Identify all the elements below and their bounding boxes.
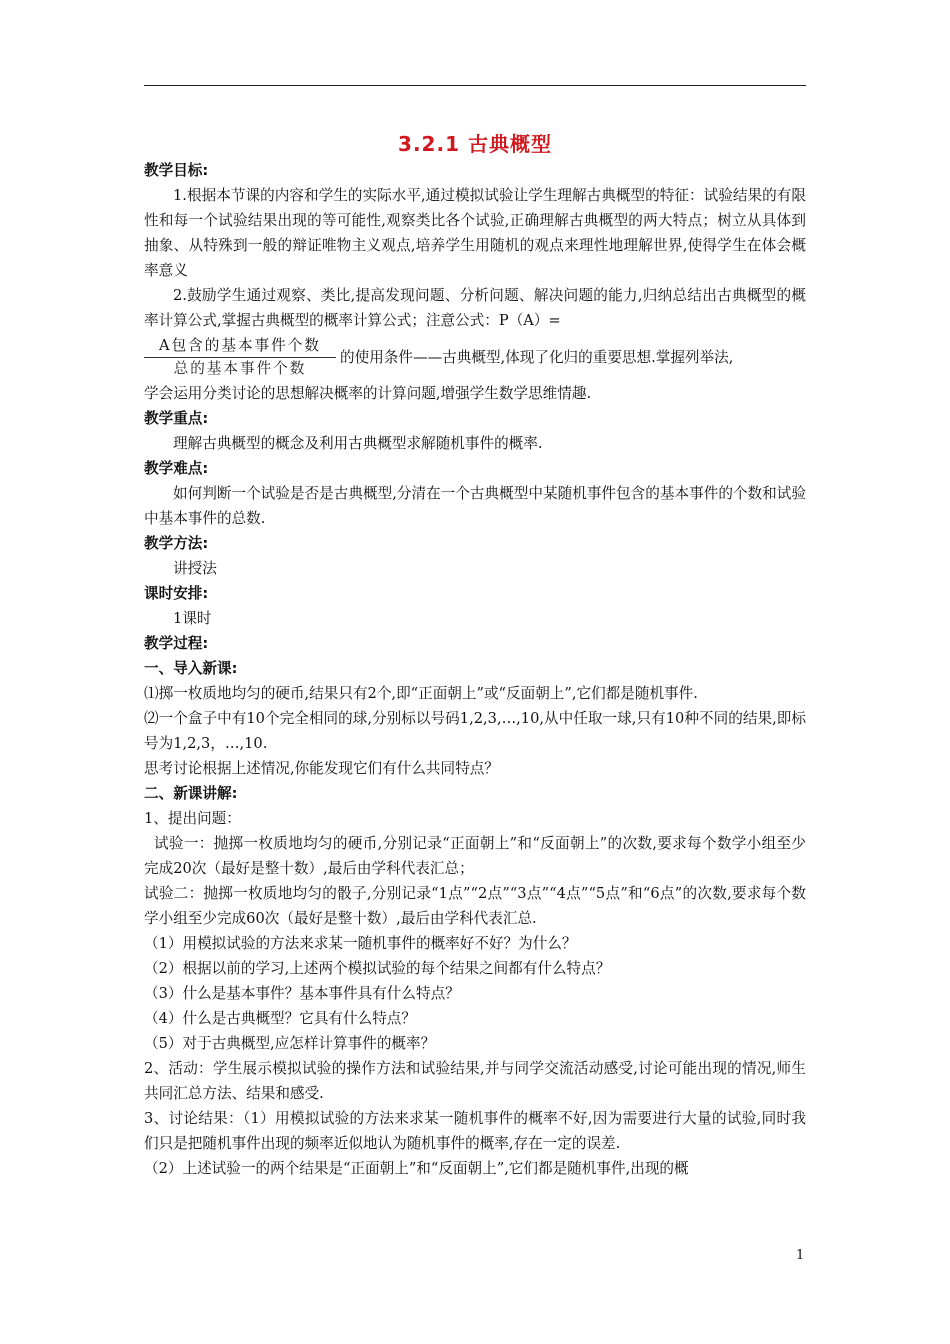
question-1: （1）用模拟试验的方法来求某一随机事件的概率好不好？为什么？ bbox=[144, 935, 577, 952]
intro-item-1: ⑴掷一枚质地均匀的硬币,结果只有2个,即“正面朝上”或“反面朝上”,它们都是随机事件. bbox=[144, 685, 698, 702]
goal-2-end: 学会运用分类讨论的思想解决概率的计算问题,增强学生数学思维情趣. bbox=[144, 385, 592, 402]
method-text: 讲授法 bbox=[173, 560, 217, 577]
probability-fraction bbox=[144, 335, 336, 380]
step-3: 3、讨论结果：（1）用模拟试验的方法来求某一随机事件的概率不好,因为需要进行大量的试验,同时我们只是把随机事件出现的频率近似地认为随机事件的概率,存在一定的误差. bbox=[144, 1110, 806, 1152]
page-number: 1 bbox=[796, 1248, 805, 1263]
goals-heading: 教学目标: bbox=[144, 162, 209, 179]
time-heading: 课时安排: bbox=[144, 585, 209, 602]
fraction-numerator: A包含的基本事件个数 bbox=[144, 335, 336, 358]
formula-line bbox=[144, 333, 806, 381]
method-heading: 教学方法: bbox=[144, 535, 209, 552]
key-heading: 教学重点: bbox=[144, 410, 209, 427]
experiment-1: 试验一：抛掷一枚质地均匀的硬币,分别记录“正面朝上”和“反面朝上”的次数,要求每个数学小组至少完成20次（最好是整十数）,最后由学科代表汇总； bbox=[144, 835, 806, 877]
goal-1: 1.根据本节课的内容和学生的实际水平,通过模拟试验让学生理解古典概型的特征：试验结果的有限性和每一个试验结果出现的等可能性,观察类比各个试验,正确理解古典概型的两大特点；树立从具体到抽象、从特殊到一般的辩证唯物主义观点,培养学生用随机的观点来理性地理解世界,使得学生在体会概率意义 bbox=[144, 187, 806, 279]
experiment-2: 试验二：抛掷一枚质地均匀的骰子,分别记录“1点”“2点”“3点”“4点”“5点”和“6点”的次数,要求每个数学小组至少完成60次（最好是整十数）,最后由学科代表汇总. bbox=[144, 885, 806, 927]
document-body bbox=[144, 158, 806, 1181]
goal-2-mid: 的使用条件——古典概型,体现了化归的重要思想.掌握列举法, bbox=[340, 349, 734, 366]
difficulty-text: 如何判断一个试验是否是古典概型,分清在一个古典概型中某随机事件包含的基本事件的个数和试验中基本事件的总数. bbox=[144, 485, 806, 527]
question-2: （2）根据以前的学习,上述两个模拟试验的每个结果之间都有什么特点？ bbox=[144, 960, 611, 977]
question-3: （3）什么是基本事件？基本事件具有什么特点？ bbox=[144, 985, 460, 1002]
question-4: （4）什么是古典概型？它具有什么特点？ bbox=[144, 1010, 416, 1027]
new-lesson-heading: 二、新课讲解: bbox=[144, 785, 238, 802]
intro-heading: 一、导入新课: bbox=[144, 660, 238, 677]
fraction-denominator: 总的基本事件个数 bbox=[173, 360, 307, 377]
process-heading: 教学过程: bbox=[144, 635, 209, 652]
difficulty-heading: 教学难点: bbox=[144, 460, 209, 477]
header-rule bbox=[144, 85, 806, 86]
step-3-continued: （2）上述试验一的两个结果是“正面朝上”和“反面朝上”,它们都是随机事件,出现的概 bbox=[144, 1160, 689, 1177]
intro-item-2: ⑵一个盒子中有10个完全相同的球,分别标以号码1,2,3,…,10,从中任取一球,只有10种不同的结果,即标号为1,2,3，…,10. bbox=[144, 710, 806, 752]
page-title: 3.2.1 古典概型 bbox=[398, 132, 552, 156]
intro-question: 思考讨论根据上述情况,你能发现它们有什么共同特点？ bbox=[144, 760, 499, 777]
question-5: （5）对于古典概型,应怎样计算事件的概率？ bbox=[144, 1035, 436, 1052]
goal-2-start: 2.鼓励学生通过观察、类比,提高发现问题、分析问题、解决问题的能力,归纳总结出古典概型的概率计算公式,掌握古典概型的概率计算公式；注意公式：P（A）= bbox=[144, 287, 806, 329]
key-text: 理解古典概型的概念及利用古典概型求解随机事件的概率. bbox=[173, 435, 543, 452]
step-1: 1、提出问题： bbox=[144, 810, 241, 827]
time-text: 1课时 bbox=[173, 610, 212, 627]
step-2: 2、活动：学生展示模拟试验的操作方法和试验结果,并与同学交流活动感受,讨论可能出现的情况,师生共同汇总方法、结果和感受. bbox=[144, 1060, 806, 1102]
